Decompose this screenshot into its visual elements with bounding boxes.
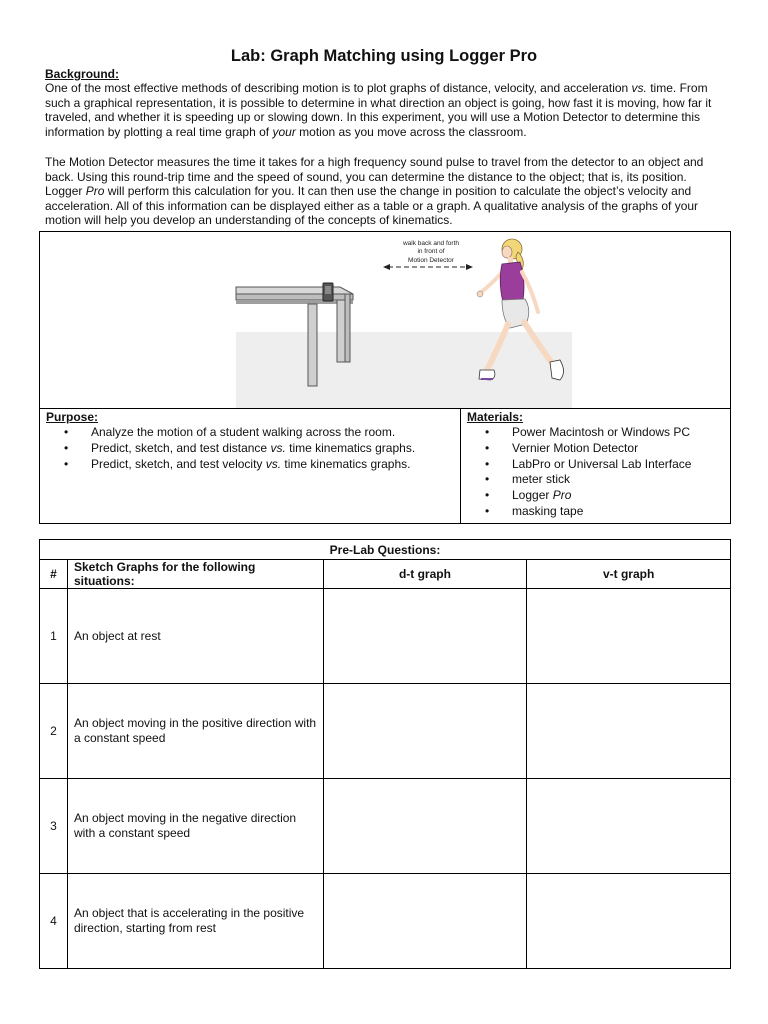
purpose-materials-divider [460,409,461,523]
p1-vs: vs. [631,81,647,95]
prelab-header-row [40,560,731,589]
floor-shading [236,332,572,408]
purpose-item-2-vs: vs. [270,440,286,455]
purpose-list [46,425,456,472]
vt-graph-sketch-area [527,874,731,969]
illustration-caption-line-1: walk back and forth [402,240,460,247]
materials-item-1: • Power Macintosh or Windows PC [467,425,727,441]
purpose-item-2-a: Predict, sketch, and test distance [91,440,271,455]
p2-text-a: The Motion Detector measures the time it takes for a high frequency sound pulse to travel from the detector to an object and back. Using this round-trip time and the speed of sound, you can determine the distance to the object; that is, its position. Logger [45,155,704,199]
purpose-item-2-b: time kinematics graphs. [285,440,416,455]
p1-text-c: motion as you move across the classroom. [295,124,527,139]
row-situation: An object at rest [67,589,323,684]
table-row [40,684,731,779]
row-situation: An object moving in the negative direction with a constant speed [67,779,323,874]
column-header-vt-graph: v-t graph [527,560,731,589]
column-header-situation: Sketch Graphs for the following situations: [67,560,323,589]
materials-item-6: • masking tape [467,504,727,520]
purpose-item-3-b: time kinematics graphs. [281,456,411,471]
motion-detector-illustration [39,231,731,409]
dt-graph-sketch-area [323,874,527,969]
materials-heading: Materials: [467,410,524,424]
purpose-item-2 [46,441,456,457]
row-situation: An object moving in the positive direction with a constant speed [67,684,323,779]
dt-graph-sketch-area [323,779,527,874]
purpose-item-3-vs: vs. [265,456,282,471]
table-row [40,589,731,684]
purpose-item-3-a: Predict, sketch, and test velocity [91,456,266,471]
materials-item-4: • meter stick [467,472,727,488]
column-header-number: # [40,560,68,589]
document-title: Lab: Graph Matching using Logger Pro [230,47,538,65]
illustration-drawing [40,232,732,410]
p1-text-b: time. From such a graphical representation, it is possible to determine in what direction an object is going, how fast it is moving, how far it traveled, and whether it is speeding up or slowing down. In this experiment, you will use a Motion Detector to determine this information by plotting a real time graph of [45,81,712,139]
prelab-caption: Pre-Lab Questions: [40,540,731,560]
background-paragraph-2 [45,155,725,228]
column-header-dt-graph: d-t graph [323,560,527,589]
materials-section [467,410,727,520]
p2-text-b: will perform this calculation for you. It can then use the change in position to calculate the object’s velocity and acceleration. All of this information can be displayed either as a table or a graph. A qualitative analysis of the graphs of your motion will help you develop an understanding of the concepts of kinematics. [45,184,699,228]
purpose-materials-box [39,409,731,524]
dt-graph-sketch-area [323,684,527,779]
vt-graph-sketch-area [527,779,731,874]
prelab-caption-row [40,540,731,560]
materials-list [467,425,727,520]
row-situation: An object that is accelerating in the positive direction, starting from rest [67,874,323,969]
prelab-table [39,539,731,969]
illustration-caption-line-3: Motion Detector [408,257,454,264]
background-heading: Background: [45,67,120,81]
vt-graph-sketch-area [527,684,731,779]
purpose-section [46,410,456,472]
purpose-heading: Purpose: [46,410,99,424]
materials-item-5-a: Logger [512,488,553,503]
row-number: 2 [40,684,68,779]
motion-detector-icon [323,283,333,301]
purpose-item-1: • Analyze the motion of a student walking across the room. [46,425,456,441]
double-arrow-icon [383,264,473,270]
p1-your: your [272,124,296,139]
materials-item-3: • LabPro or Universal Lab Interface [467,457,727,473]
illustration-caption-line-2: in front of [417,248,445,255]
dt-graph-sketch-area [323,589,527,684]
materials-item-5-pro: Pro [552,488,572,503]
table-row [40,779,731,874]
p2-pro: Pro [85,184,105,199]
materials-item-2: • Vernier Motion Detector [467,441,727,457]
p1-text-a: One of the most effective methods of describing motion is to plot graphs of distance, velocity, and acceleration [45,81,632,95]
materials-item-5 [467,488,727,504]
row-number: 3 [40,779,68,874]
purpose-item-3 [46,457,456,473]
table-row [40,874,731,969]
background-paragraph-1 [45,81,725,139]
row-number: 1 [40,589,68,684]
row-number: 4 [40,874,68,969]
vt-graph-sketch-area [527,589,731,684]
